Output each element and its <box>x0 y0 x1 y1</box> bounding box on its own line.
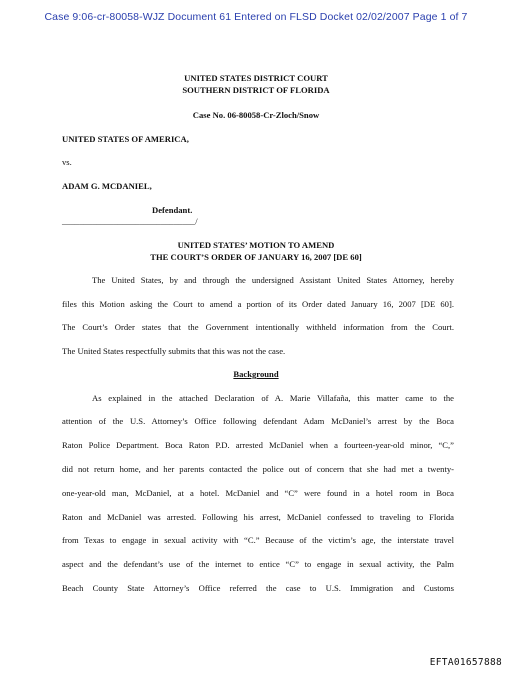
intro-line: files this Motion asking the Court to amend a portion of its Order dated January 16, 2007 [DE 60]. <box>62 299 454 309</box>
docket-header: Case 9:06-cr-80058-WJZ Document 61 Entered on FLSD Docket 02/02/2007 Page 1 of 7 <box>44 11 468 23</box>
background-line: aspect and the defendant’s use of the internet to entice “C” to engage in sexual activity, the Palm <box>62 559 454 569</box>
section-heading: Background <box>233 369 279 379</box>
motion-title-line2: THE COURT’S ORDER OF JANUARY 16, 2007 [DE 60] <box>150 252 362 262</box>
intro-line: The Court’s Order states that the Government intentionally withheld information from the Court. <box>62 322 454 332</box>
defendant-name: ADAM G. MCDANIEL, <box>62 181 152 191</box>
intro-line: The United States respectfully submits that this was not the case. <box>62 346 286 356</box>
bates-number: EFTA01657888 <box>429 657 502 668</box>
motion-title-line1: UNITED STATES’ MOTION TO AMEND <box>177 240 335 250</box>
plaintiff: UNITED STATES OF AMERICA, <box>62 134 189 144</box>
intro-line: The United States, by and through the undersigned Assistant United States Attorney, hereby <box>92 275 454 285</box>
background-line: Raton and McDaniel was arrested. Following his arrest, McDaniel confessed to traveling to Florida <box>62 512 454 522</box>
court-name: UNITED STATES DISTRICT COURT <box>184 73 328 83</box>
court-district: SOUTHERN DISTRICT OF FLORIDA <box>182 85 330 95</box>
versus: vs. <box>62 157 72 167</box>
background-line: Raton Police Department. Boca Raton P.D. arrested McDaniel when a fourteen-year-old minor, “C,” <box>62 440 454 450</box>
case-number: Case No. 06-80058-Cr-Zloch/Snow <box>192 110 320 120</box>
background-line: from Texas to engage in sexual activity with “C.” Because of the victim’s age, the interstate travel <box>62 535 454 545</box>
background-line: did not return home, and her parents contacted the police out of concern that she had met a twenty- <box>62 464 454 474</box>
defendant-label: Defendant. <box>152 205 193 215</box>
background-line: Beach County State Attorney’s Office referred the case to U.S. Immigration and Customs <box>62 583 454 593</box>
caption-rule: _______________________________/ <box>62 216 198 226</box>
background-line: one-year-old man, McDaniel, at a hotel. McDaniel and “C” were found in a hotel room in Boca <box>62 488 454 498</box>
background-line: attention of the U.S. Attorney’s Office following defendant Adam McDaniel’s arrest by the Boca <box>62 416 454 426</box>
background-line: As explained in the attached Declaration of A. Marie Villafaña, this matter came to the <box>92 393 454 403</box>
